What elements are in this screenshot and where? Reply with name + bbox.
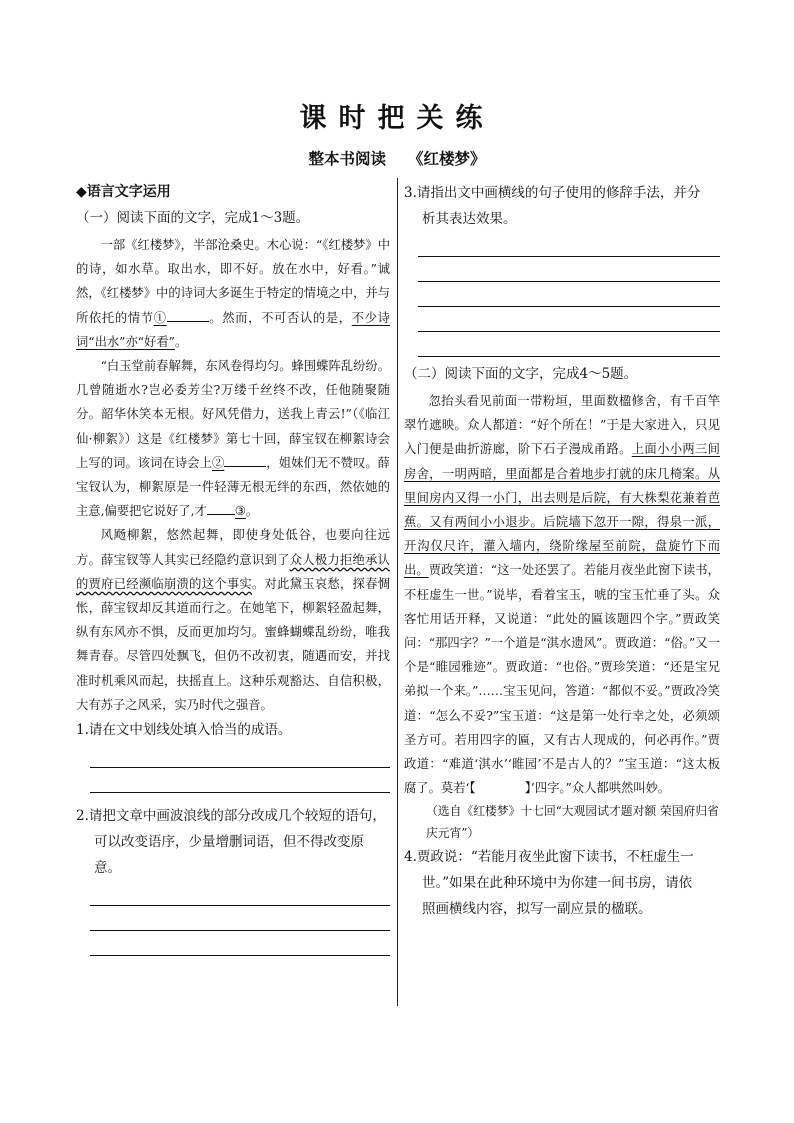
- passage-paragraph: 忽抬头看见前面一带粉垣，里面数楹修舍，有千百竿翠竹遮映。众人都道：“好个所在！”于是大家进入，只见入门便是曲折游廊，阶下石子漫成甬路。上面小小两三间房舍，一明两暗，里面都是合着地步打就的床几椅案。从里间房内又得一小门，出去则是后院，有大株梨花兼着芭蕉。又有两间小小退步。后院墙下忽开一隙，得泉一派，开沟仅尺许，灌入墙内，绕阶缘屋至前院，盘旋竹下而出。贾政笑道：“这一处还罢了。若能月夜坐此窗下读书，不枉虚生一世。”说毕，看着宝玉，唬的宝玉忙垂了头。众客忙用话开释，又说道：“此处的匾该题四个字。”贾政笑问：“那四字？”一个道是“淇水遗风”。贾政道：“俗。”又一个是“睢园雅迹”。贾政道：“也俗。”贾珍笑道：“还是宝兄弟拟一个来。”……宝玉见问，答道：“都似不妥。”贾政冷笑道：“怎么不妥?”宝玉道：“这是第一处行幸之处，必须颂圣方可。若用四字的匾，又有古人现成的，何必再作。”贾政道：“难道‘淇水’‘睢园’不是古人的？”宝玉道：“这太板腐了。莫若‘【 】’四字。”众人都哄然叫妙。: [404, 394, 720, 796]
- answer-line[interactable]: [90, 931, 390, 956]
- answer-line[interactable]: [418, 257, 720, 282]
- question-2-cont: 可以改变语序，少量增删词语，但不得改变原意。: [94, 834, 364, 877]
- question-4-cont: 世。”如果在此种环境中为你建一间书房，请依: [422, 875, 693, 892]
- answer-line[interactable]: [418, 282, 720, 307]
- passage-paragraph: 风飏柳絮，悠然起舞，即使身处低谷，也要向往远方。薛宝钗等人其实已经隐约意识到了众人极力拒绝承认的贾府已经濒临崩溃的这个事实。对此黛玉哀愁，探春惆怅，薛宝钗却反其道而行之。在她笔下，柳絮轻盈起舞，纵有东风亦不惧，反而更加均匀。蜜蜂蝴蝶乱纷纷，唯我舞青春。尽管四处飘飞，但仍不改初衷，随遇而安，并找准时机乘风而起，扶摇直上。这种乐观豁达、自信积极，大有苏子之风采，实乃时代之强音。: [76, 528, 390, 712]
- section-heading: ◆语言文字运用: [76, 184, 171, 200]
- blank-3-line: [207, 500, 235, 515]
- answer-line[interactable]: [418, 232, 720, 257]
- blank-1: ①: [153, 310, 167, 325]
- question-3-cont: 析其表达效果。: [422, 211, 517, 227]
- question-1: 1.请在文中划线处填入恰当的成语。: [76, 722, 292, 739]
- answer-line[interactable]: [90, 906, 390, 931]
- part2-instruction: （二）阅读下面的文字，完成4～5题。: [404, 366, 638, 382]
- passage-paragraph: “白玉堂前春解舞，东风卷得均匀。蜂围蝶阵乱纷纷。几曾随逝水?岂必委芳尘?万缕千丝终不改，任他随聚随分。韶华休笑本无根。好风凭借力，送我上青云!”（《临江仙·柳絮》）这是《红楼梦》第七十回，薛宝钗在柳絮诗会上写的词。该词在诗会上② ，姐妹们无不赞叹。薛宝钗认为，柳絮原是一件轻薄无根无绊的东西，然依她的主意,偏要把它说好了,才 ③。: [76, 359, 390, 519]
- blank-2-line: [224, 452, 266, 467]
- answer-line[interactable]: [90, 881, 390, 906]
- passage-one: [76, 233, 390, 717]
- source-note: （选自《红楼梦》十七回“大观园试才题对额 荣国府归省庆元宵”）: [426, 804, 719, 841]
- page-title: 课时把关练: [299, 103, 495, 134]
- left-column: [76, 180, 390, 956]
- answer-line[interactable]: [90, 768, 390, 793]
- subtitle-section: 整本书阅读: [308, 150, 386, 168]
- answer-line[interactable]: [90, 743, 390, 768]
- blank-2: ②: [211, 455, 225, 470]
- right-column: [404, 180, 720, 922]
- straight-underlined-passage: 上面小小两三间房舍，一明两暗，里面都是合着地步打就的床几椅案。从里间房内又得一小门，出去则是后院，有大株梨花兼着芭蕉。又有两间小小退步。后院墙下忽开一隙，得泉一派，开沟仅尺许，灌入墙内，绕阶缘屋至前院，盘旋竹下而出。: [404, 442, 720, 578]
- passage-paragraph: 一部《红楼梦》，半部沧桑史。木心说：“《红楼梦》中的诗，如水草。取出水，即不好。放在水中，好看。”诚然，《红楼梦》中的诗词大多诞生于特定的情境之中，并与所依托的情节① 。然而，不可否认的是，不少诗词“出水”亦“好看”。: [76, 238, 390, 349]
- question-4-cont: 照画横线内容，拟写一副应景的楹联。: [422, 901, 652, 918]
- blank-3: ③: [234, 504, 246, 519]
- subtitle-book: 《红楼梦》: [408, 150, 486, 168]
- wavy-underlined-phrase: 众人极力拒绝承认的贾府已经濒临崩溃的这个事实: [76, 552, 390, 591]
- question-4: 4.贾政说：“若能月夜坐此窗下读书，不枉虚生一: [404, 849, 694, 866]
- part1-instruction: （一）阅读下面的文字，完成1～3题。: [76, 210, 310, 226]
- blank-1-line: [167, 307, 209, 322]
- question-2: 2.请把文章中画波浪线的部分改成几个较短的语句，: [76, 808, 386, 825]
- column-divider: [397, 178, 398, 1006]
- page-subtitle: [0, 147, 794, 169]
- straight-underlined-sentence: 不少诗词“出水”亦“好看”: [76, 310, 390, 349]
- answer-line[interactable]: [418, 332, 720, 357]
- answer-line[interactable]: [418, 307, 720, 332]
- passage-two: [404, 389, 720, 800]
- question-3: 3.请指出文中画横线的句子使用的修辞手法，并分: [404, 185, 701, 201]
